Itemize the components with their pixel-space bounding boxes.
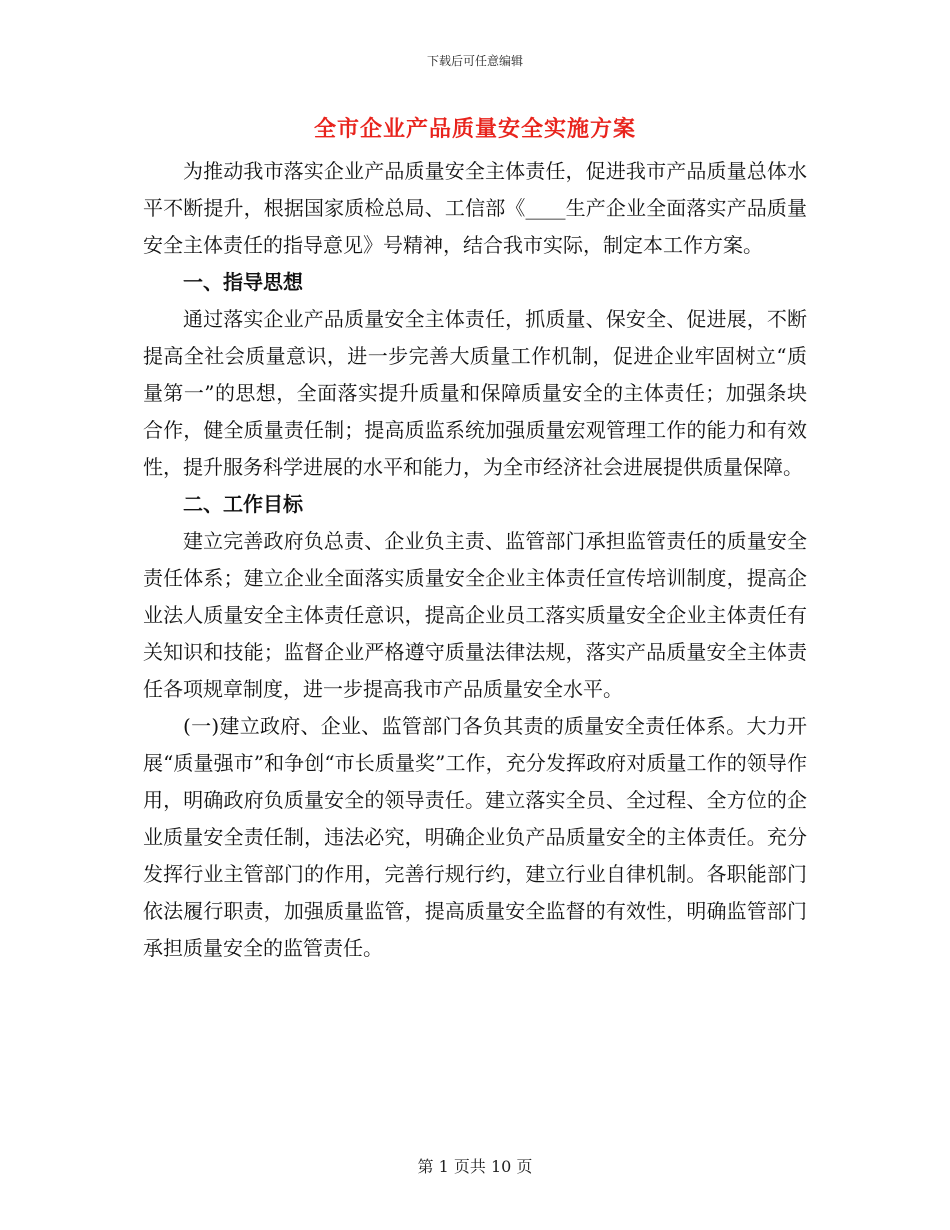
section-heading-work-goals: 二、工作目标 [183,492,303,516]
guiding-thought-paragraph: 通过落实企业产品质量安全主体责任，抓质量、保安全、促进展，不断提高全社会质量意识，进一步完善大质量工作机制，促进企业牢固树立“质量第一”的思想，全面落实提升质量和保障质量安全的主体责任；加强条块合作，健全质量责任制；提高质监系统加强质量宏观管理工作的能力和有效性，提升服务科学进展的水平和能力，为全市经济社会进展提供质量保障。 [143,307,807,479]
page-number-footer: 第 1 页共 10 页 [417,1157,533,1176]
intro-paragraph: 为推动我市落实企业产品质量安全主体责任，促进我市产品质量总体水平不断提升，根据国家质检总局、工信部《____生产企业全面落实产品质量安全主体责任的指导意见》号精神，结合我市实际，制定本工作方案。 [143,159,807,257]
section-heading-guiding-thought: 一、指导思想 [183,270,303,294]
page-header: 下载后可任意编辑 [426,54,523,68]
document-body [143,153,807,967]
responsibility-system-paragraph: (一)建立政府、企业、监管部门各负其责的质量安全责任体系。大力开展“质量强市”和争创“市长质量奖”工作，充分发挥政府对质量工作的领导作用，明确政府负质量安全的领导责任。建立落实全员、全过程、全方位的企业质量安全责任制，违法必究，明确企业负产品质量安全的主体责任。充分发挥行业主管部门的作用，完善行规行约，建立行业自律机制。各职能部门依法履行职责，加强质量监管，提高质量安全监督的有效性，明确监管部门承担质量安全的监管责任。 [143,714,807,960]
document-title: 全市企业产品质量安全实施方案 [313,116,636,142]
work-goals-paragraph: 建立完善政府负总责、企业负主责、监管部门承担监管责任的质量安全责任体系；建立企业全面落实质量安全企业主体责任宣传培训制度，提高企业法人质量安全主体责任意识，提高企业员工落实质量安全企业主体责任有关知识和技能；监督企业严格遵守质量法律法规，落实产品质量安全主体责任各项规章制度，进一步提高我市产品质量安全水平。 [143,529,807,701]
